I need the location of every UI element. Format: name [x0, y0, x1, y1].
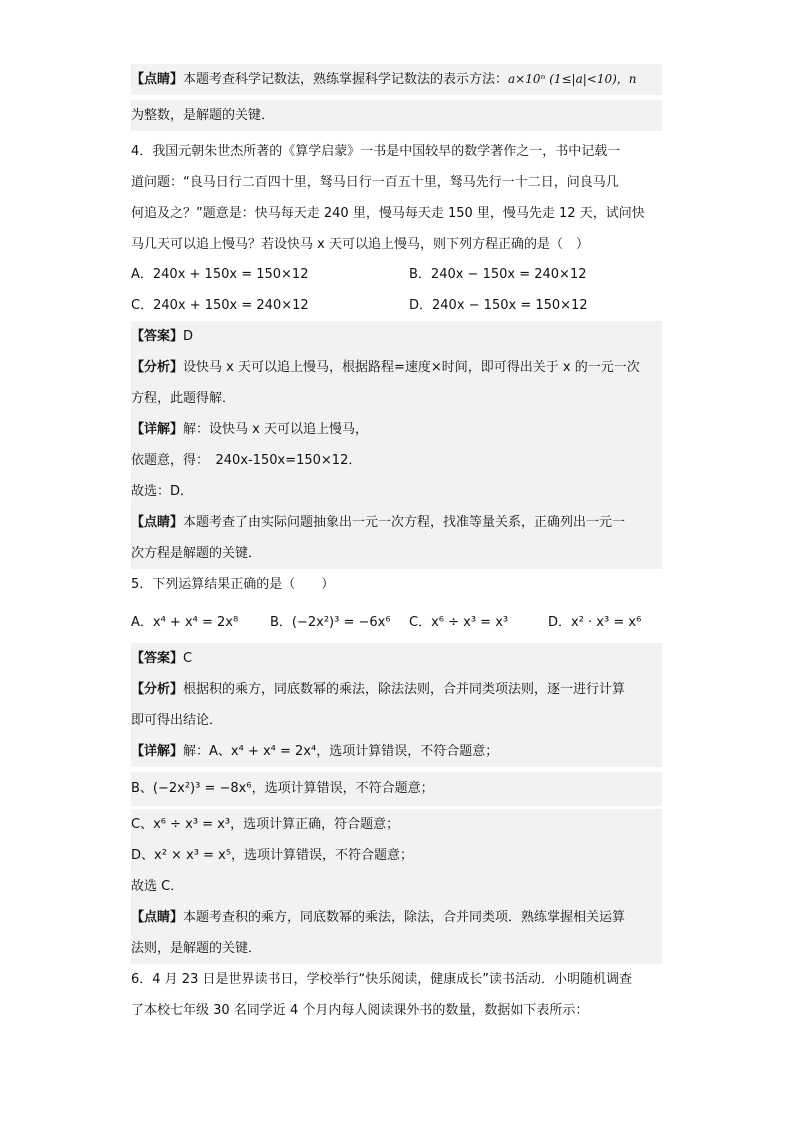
- detail-text: 解：设快马 x 天可以追上慢马，: [183, 422, 368, 437]
- text-line: 为整数，是解题的关键．: [131, 100, 662, 131]
- detail-tag: 【详解】: [131, 744, 184, 759]
- question-4-line: 4．我国元朝朱世杰所著的《算学启蒙》一书是中国较早的数学著作之一，书中记载一: [131, 144, 621, 159]
- highlight-tag: 【点睛】: [131, 515, 184, 530]
- analysis-tag: 【分析】: [131, 360, 184, 375]
- option-a: A．240x + 150x = 150×12: [131, 267, 309, 282]
- analysis-line: [131, 352, 662, 383]
- highlight-line: [131, 902, 662, 933]
- answer-tag: 【答案】: [131, 329, 184, 344]
- text-line: D、x² × x³ = x⁵，选项计算错误，不符合题意；: [131, 840, 662, 871]
- answer-text: C: [183, 651, 193, 666]
- highlight-line: [131, 507, 662, 538]
- text-line: C、x⁶ ÷ x³ = x³，选项计算正确，符合题意；: [131, 809, 662, 840]
- option-b: B．(−2x²)³ = −6x⁶: [270, 615, 391, 630]
- option-d: D．x² · x³ = x⁶: [548, 615, 642, 630]
- analysis-text: 设快马 x 天可以追上慢马，根据路程=速度×时间，即可得出关于 x 的一元一次: [183, 360, 640, 375]
- highlight-text: 本题考查积的乘方，同底数幂的乘法，除法，合并同类项．熟练掌握相关运算: [183, 910, 626, 925]
- option-a: A．x⁴ + x⁴ = 2x⁸: [131, 615, 239, 630]
- answer-text: D: [183, 329, 194, 344]
- answer-line: [131, 643, 662, 674]
- text-line: 次方程是解题的关键．: [131, 538, 662, 569]
- highlight-tag: 【点睛】: [131, 910, 184, 925]
- question-4-options-row: [131, 259, 662, 290]
- highlight-text: 本题考查科学记数法，熟练掌握科学记数法的表示方法：: [183, 72, 509, 87]
- option-b: B．240x − 150x = 240×12: [409, 267, 587, 282]
- question-4-options-row: [131, 290, 662, 321]
- option-d: D．240x − 150x = 150×12: [409, 298, 588, 313]
- detail-text: 解：A、x⁴ + x⁴ = 2x⁴，选项计算错误，不符合题意；: [183, 744, 499, 759]
- analysis-tag: 【分析】: [131, 682, 184, 697]
- question-6-line: 了本校七年级 30 名同学近 4 个月内每人阅读课外书的数量，数据如下表所示：: [131, 1003, 589, 1018]
- highlight-text: 本题考查了由实际问题抽象出一元一次方程，找准等量关系，正确列出一元一: [183, 515, 626, 530]
- text-line: 法则，是解题的关键．: [131, 933, 662, 964]
- question-6-line: 6．4 月 23 日是世界读书日，学校举行“快乐阅读，健康成长”读书活动．小明随机调查: [131, 972, 632, 987]
- highlight-summary-line: [131, 64, 662, 95]
- text-line: 故选：D．: [131, 476, 662, 507]
- detail-line: [131, 736, 662, 767]
- text-line: 即可得出结论．: [131, 705, 662, 736]
- option-c: C．x⁶ ÷ x³ = x³: [409, 615, 509, 630]
- question-5-options-row: [131, 606, 662, 640]
- text-line: B、(−2x²)³ = −8x⁶，选项计算错误，不符合题意；: [131, 772, 662, 806]
- detail-tag: 【详解】: [131, 422, 184, 437]
- detail-line: [131, 414, 662, 445]
- question-4-line: 何追及之？”题意是：快马每天走 240 里，慢马每天走 150 里，慢马先走 12 天，试问快: [131, 206, 645, 221]
- text-line: 故选 C．: [131, 871, 662, 902]
- text-line: 方程，此题得解．: [131, 383, 662, 414]
- analysis-text: 根据积的乘方，同底数幂的乘法，除法法则，合并同类项法则，逐一进行计算: [183, 682, 626, 697]
- analysis-line: [131, 674, 662, 705]
- answer-line: [131, 321, 662, 352]
- question-4-line: 道问题：“良马日行二百四十里，驽马日行一百五十里，驽马先行一十二日，问良马几: [131, 175, 619, 190]
- question-5-line: 5．下列运算结果正确的是（ ）: [131, 577, 335, 592]
- answer-tag: 【答案】: [131, 651, 184, 666]
- text-line: 依题意，得： 240x-150x=150×12．: [131, 445, 662, 476]
- highlight-tag: 【点睛】: [131, 72, 184, 87]
- option-c: C．240x + 150x = 240×12: [131, 298, 309, 313]
- question-4-line: 马几天可以追上慢马？若设快马 x 天可以追上慢马，则下列方程正确的是（ ）: [131, 237, 589, 252]
- sci-notation-formula: a×10ⁿ (1≤|a|<10)，n: [508, 72, 637, 86]
